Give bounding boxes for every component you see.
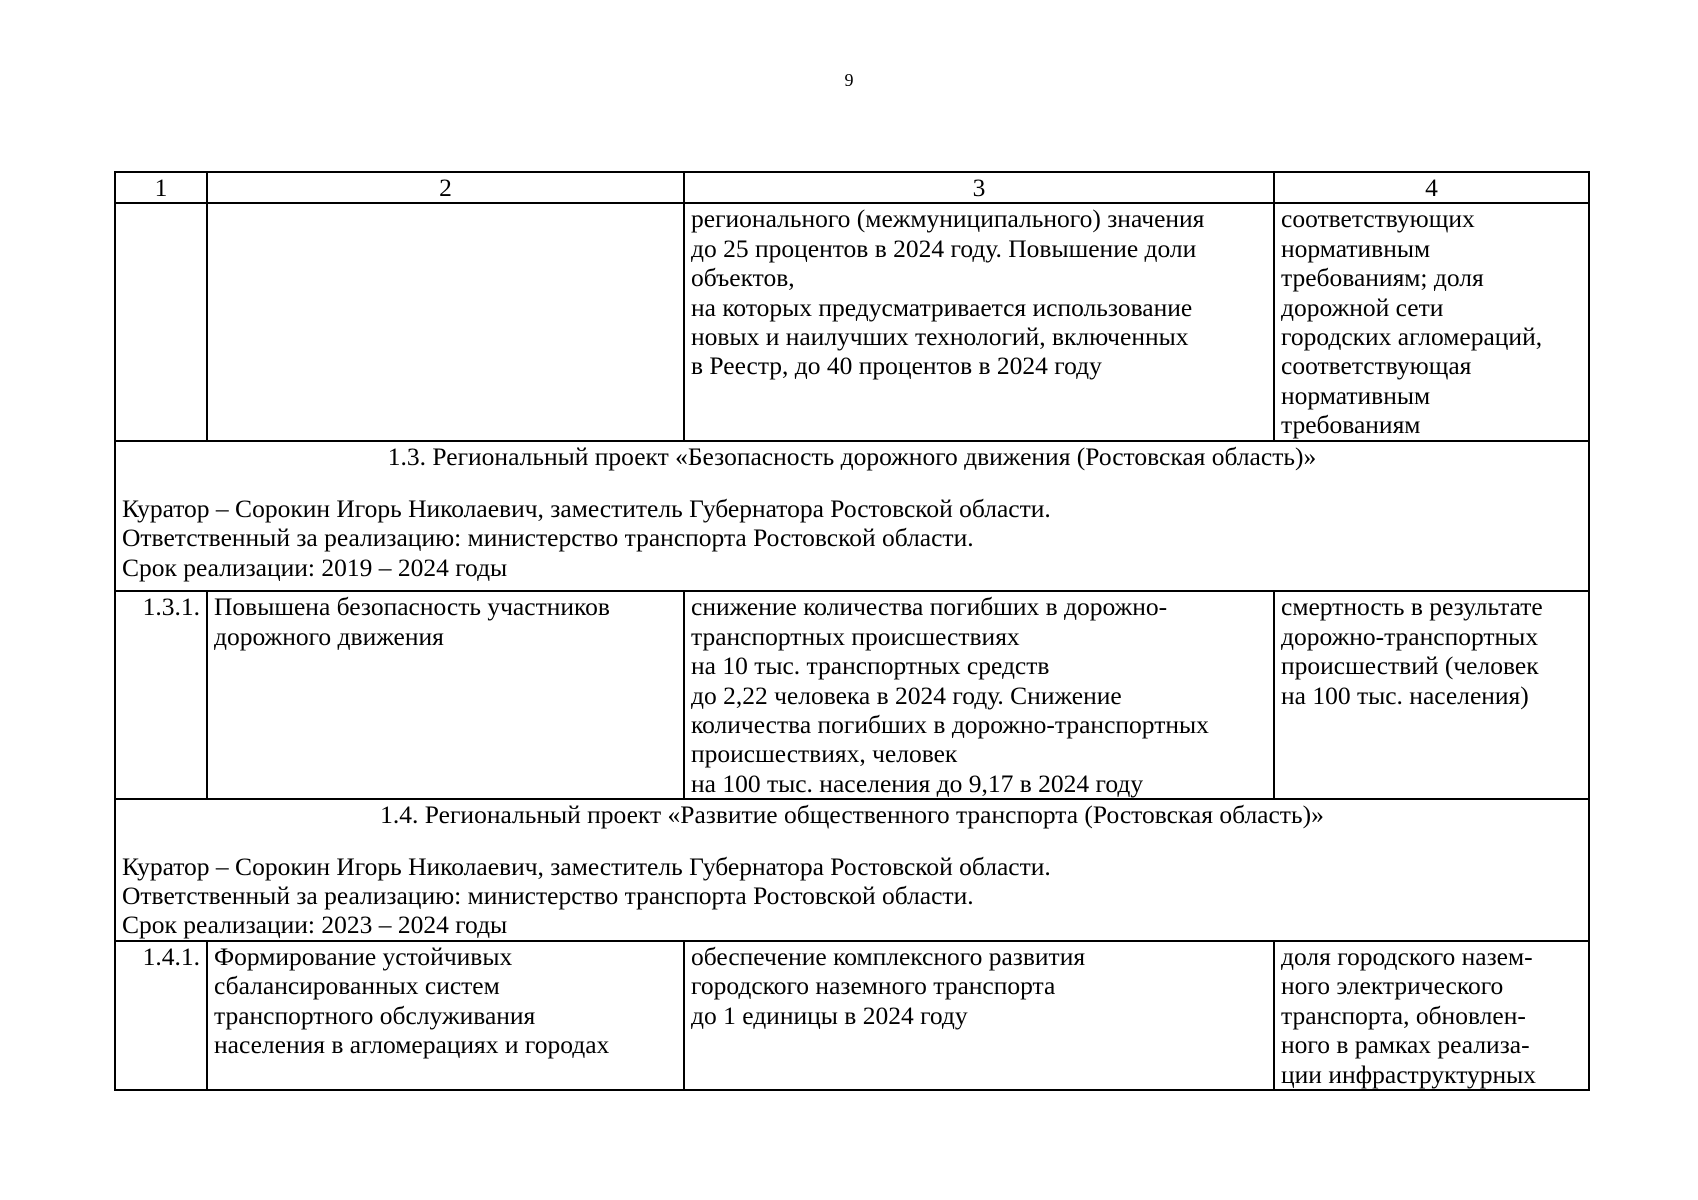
column-header-1: 1	[115, 172, 207, 203]
responsible-line: Ответственный за реализацию: министерство транспорта Ростовской области.	[122, 523, 974, 553]
text-line: соответствующих	[1281, 204, 1475, 234]
column-header-3: 3	[684, 172, 1274, 203]
text-line: сбалансированных систем	[214, 971, 500, 1001]
result-cell	[207, 941, 684, 1090]
text-line: Формирование устойчивых	[214, 941, 513, 971]
text-line: на 100 тыс. населения)	[1281, 680, 1529, 710]
text-line: объектов,	[691, 263, 795, 293]
text-line: до 1 единицы в 2024 году	[691, 1000, 968, 1030]
row-number: 1.4.1.	[115, 941, 207, 1090]
result-cell	[207, 591, 684, 799]
text-line: новых и наилучших технологий, включенных	[691, 322, 1189, 352]
term-line: Срок реализации: 2019 – 2024 годы	[122, 552, 508, 582]
section-header-1-4	[115, 799, 1589, 941]
curator-line: Куратор – Сорокин Игорь Николаевич, заместитель Губернатора Ростовской области.	[122, 851, 1051, 881]
responsible-line: Ответственный за реализацию: министерство транспорта Ростовской области.	[122, 881, 974, 911]
text-line: количества погибших в дорожно-транспортных	[691, 710, 1209, 740]
text-line: снижение количества погибших в дорожно-	[691, 592, 1168, 622]
continuation-cell-2	[207, 203, 684, 441]
text-line: на 100 тыс. населения до 9,17 в 2024 году	[691, 768, 1144, 798]
section-spacer	[122, 830, 1582, 852]
section-header-1-3	[115, 441, 1589, 591]
text-line: смертность в результате	[1281, 592, 1543, 622]
row-number: 1.3.1.	[115, 591, 207, 799]
continuation-row	[115, 203, 1589, 441]
text-line: транспортных происшествиях	[691, 621, 1020, 651]
column-header-2: 2	[207, 172, 684, 203]
text-line: регионального (межмуниципального) значения	[691, 204, 1205, 234]
text-line: транспорта, обновлен-	[1281, 1000, 1526, 1030]
indicator-cell	[1274, 591, 1589, 799]
text-line: транспортного обслуживания	[214, 1000, 536, 1030]
description-cell	[684, 591, 1274, 799]
description-cell	[684, 941, 1274, 1090]
text-line: происшествиях, человек	[691, 739, 958, 769]
text-line: доля городского назем-	[1281, 941, 1533, 971]
page-number: 9	[844, 70, 854, 90]
text-line: нормативным	[1281, 233, 1431, 263]
text-line: соответствующая	[1281, 351, 1472, 381]
text-line: дорожного движения	[214, 621, 444, 651]
text-line: Повышена безопасность участников	[214, 592, 610, 622]
table-header-row	[115, 172, 1589, 203]
section-header-row	[115, 441, 1589, 591]
indicators-table	[114, 171, 1590, 1091]
text-line: городских агломераций,	[1281, 322, 1543, 352]
column-header-4: 4	[1274, 172, 1589, 203]
text-line: ного электрического	[1281, 971, 1504, 1001]
term-line: Срок реализации: 2023 – 2024 годы	[122, 910, 508, 940]
text-line: требованиям; доля	[1281, 263, 1484, 293]
text-line: на которых предусматривается использование	[691, 292, 1193, 322]
text-line: до 2,22 человека в 2024 году. Снижение	[691, 680, 1122, 710]
text-line: обеспечение комплексного развития	[691, 941, 1086, 971]
text-line: дорожно-транспортных	[1281, 621, 1539, 651]
text-line: на 10 тыс. транспортных средств	[691, 651, 1050, 681]
curator-line: Куратор – Сорокин Игорь Николаевич, заместитель Губернатора Ростовской области.	[122, 493, 1051, 523]
section-title: 1.3. Региональный проект «Безопасность дорожного движения (Ростовская область)»	[387, 442, 1317, 472]
indicator-cell	[1274, 941, 1589, 1090]
continuation-cell-3	[684, 203, 1274, 441]
text-line: нормативным	[1281, 380, 1431, 410]
text-line: в Реестр, до 40 процентов в 2024 году	[691, 351, 1102, 381]
text-line: требованиям	[1281, 410, 1421, 440]
continuation-cell-4	[1274, 203, 1589, 441]
text-line: населения в агломерациях и городах	[214, 1030, 610, 1060]
table-row	[115, 591, 1589, 799]
text-line: ного в рамках реализа-	[1281, 1030, 1530, 1060]
section-title: 1.4. Региональный проект «Развитие общественного транспорта (Ростовская область)»	[380, 800, 1324, 830]
text-line: происшествий (человек	[1281, 651, 1539, 681]
section-header-row	[115, 799, 1589, 941]
text-line: дорожной сети	[1281, 292, 1444, 322]
text-line: ции инфраструктурных	[1281, 1059, 1537, 1089]
table-row	[115, 941, 1589, 1090]
text-line: до 25 процентов в 2024 году. Повышение доли	[691, 233, 1197, 263]
continuation-cell-1	[115, 203, 207, 441]
text-line: городского наземного транспорта	[691, 971, 1056, 1001]
section-spacer	[122, 472, 1582, 494]
